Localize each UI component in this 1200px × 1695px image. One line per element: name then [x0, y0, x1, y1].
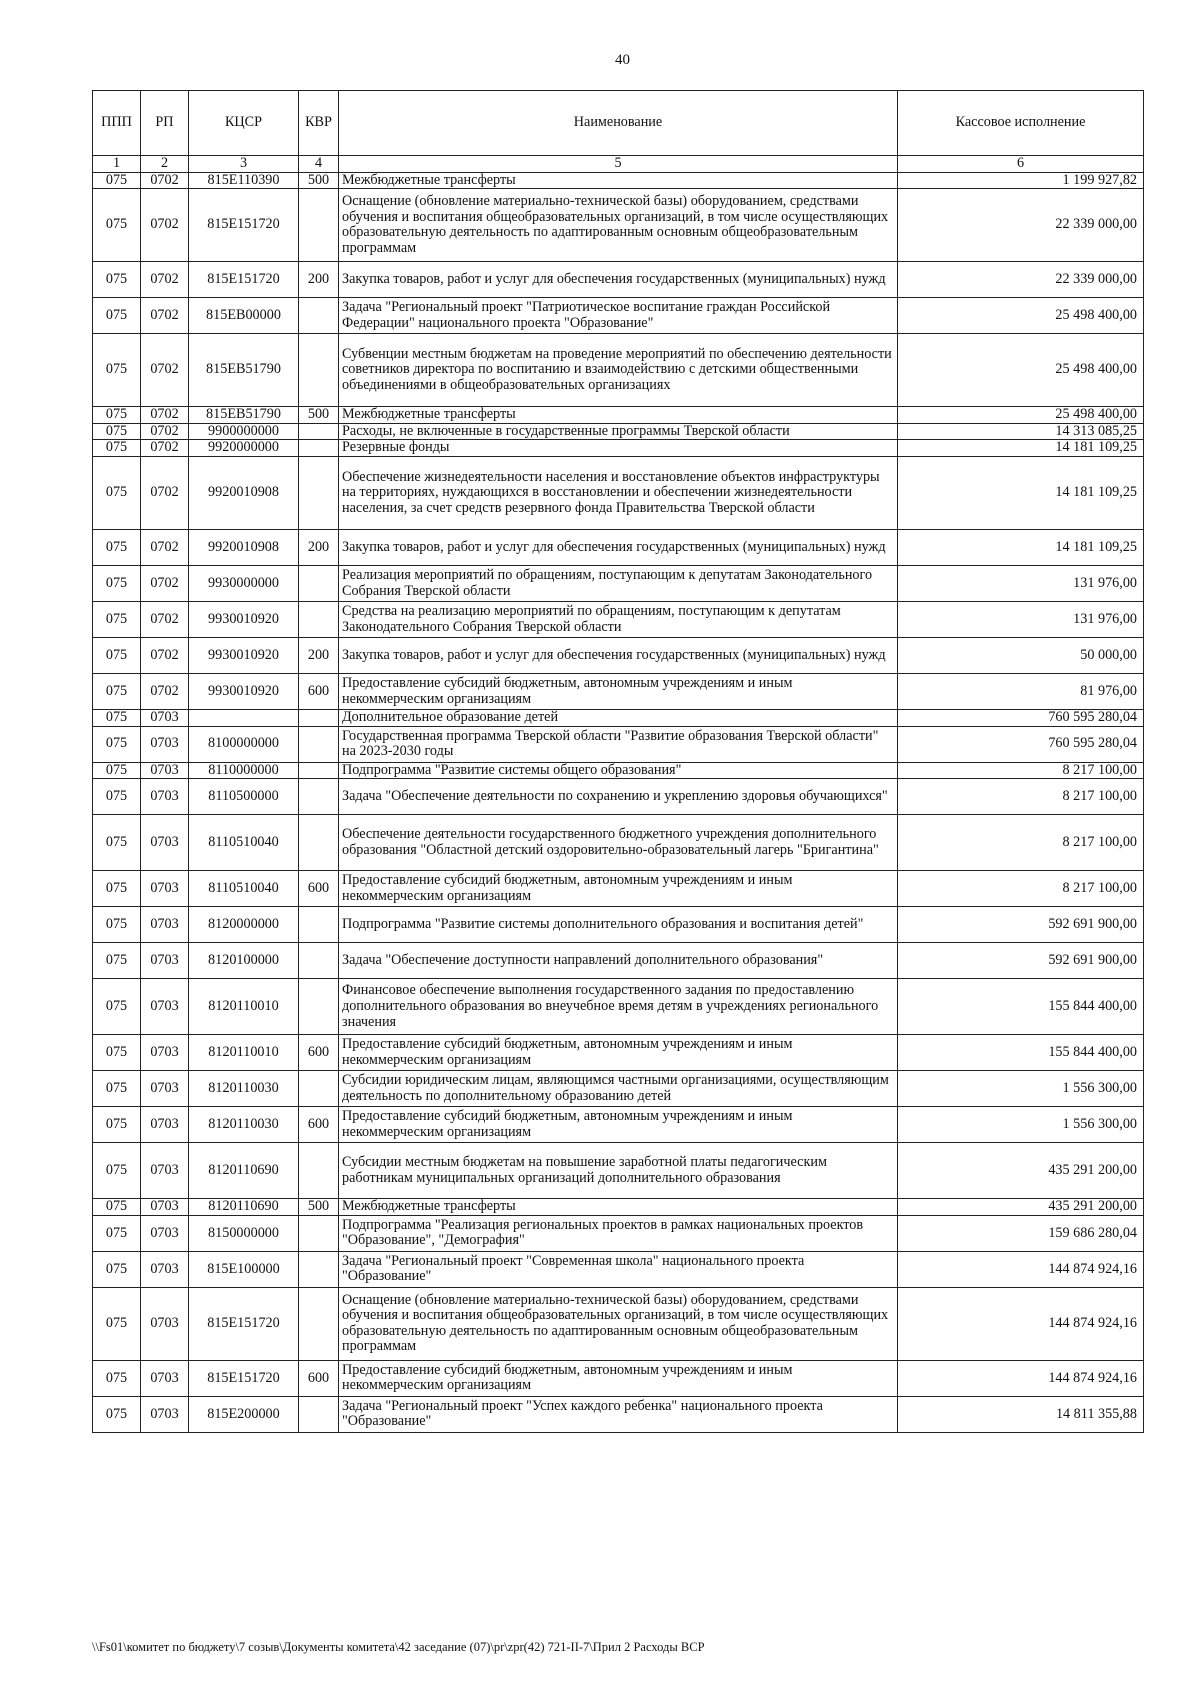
cell-amount: 8 217 100,00 — [898, 762, 1144, 779]
cell-ppp: 075 — [93, 1396, 141, 1432]
table-row — [93, 907, 1144, 943]
cell-rp: 0702 — [141, 440, 189, 457]
cell-ppp: 075 — [93, 674, 141, 710]
table-row — [93, 298, 1144, 334]
cell-kvr: 200 — [299, 530, 339, 566]
cell-ppp: 075 — [93, 815, 141, 871]
cell-ppp: 075 — [93, 440, 141, 457]
cell-kcsr: 9930010920 — [189, 638, 299, 674]
cell-kvr — [299, 815, 339, 871]
cell-amount: 25 498 400,00 — [898, 407, 1144, 424]
cell-kvr — [299, 779, 339, 815]
cell-name: Оснащение (обновление материально-технической базы) оборудованием, средствами обучения и воспитания общеобразовательных организаций, в том числе осуществляющих образовательную деятельность по адаптированным основным общеобразовательным программам — [339, 189, 898, 262]
cell-amount: 8 217 100,00 — [898, 815, 1144, 871]
cell-kcsr: 9930000000 — [189, 566, 299, 602]
cell-name: Закупка товаров, работ и услуг для обеспечения государственных (муниципальных) нужд — [339, 638, 898, 674]
cell-name: Средства на реализацию мероприятий по обращениям, поступающим к депутатам Законодательного Собрания Тверской области — [339, 602, 898, 638]
cell-amount: 1 556 300,00 — [898, 1071, 1144, 1107]
table-row — [93, 979, 1144, 1035]
table-row — [93, 638, 1144, 674]
table-row — [93, 457, 1144, 530]
cell-name: Задача "Обеспечение доступности направлений дополнительного образования" — [339, 943, 898, 979]
cell-ppp: 075 — [93, 334, 141, 407]
table-row — [93, 407, 1144, 424]
cell-name: Финансовое обеспечение выполнения государственного задания по предоставлению дополнительного образования во внеучебное время детям в учреждениях регионального значения — [339, 979, 898, 1035]
cell-name: Подпрограмма "Реализация региональных проектов в рамках национальных проектов "Образование", "Демография" — [339, 1215, 898, 1251]
page-number: 40 — [615, 52, 630, 68]
cell-ppp: 075 — [93, 423, 141, 440]
cell-ppp: 075 — [93, 638, 141, 674]
header-amount: Кассовое исполнение — [898, 91, 1144, 156]
cell-rp: 0703 — [141, 1360, 189, 1396]
cell-amount: 155 844 400,00 — [898, 979, 1144, 1035]
cell-kcsr: 8120110010 — [189, 1035, 299, 1071]
cell-amount: 435 291 200,00 — [898, 1199, 1144, 1216]
cell-kvr — [299, 1215, 339, 1251]
table-row — [93, 1251, 1144, 1287]
cell-kcsr: 815EB51790 — [189, 407, 299, 424]
cell-kvr — [299, 440, 339, 457]
cell-kcsr: 8120110010 — [189, 979, 299, 1035]
cell-name: Предоставление субсидий бюджетным, автономным учреждениям и иным некоммерческим организациям — [339, 1107, 898, 1143]
cell-name: Предоставление субсидий бюджетным, автономным учреждениям и иным некоммерческим организациям — [339, 871, 898, 907]
table-row — [93, 189, 1144, 262]
cell-kcsr: 9920000000 — [189, 440, 299, 457]
cell-kvr — [299, 298, 339, 334]
cell-kvr: 600 — [299, 1360, 339, 1396]
cell-amount: 144 874 924,16 — [898, 1360, 1144, 1396]
cell-kvr — [299, 189, 339, 262]
cell-ppp: 075 — [93, 1287, 141, 1360]
cell-amount: 760 595 280,04 — [898, 710, 1144, 727]
cell-ppp: 075 — [93, 871, 141, 907]
cell-name: Предоставление субсидий бюджетным, автономным учреждениям и иным некоммерческим организациям — [339, 674, 898, 710]
cell-amount: 592 691 900,00 — [898, 943, 1144, 979]
cell-rp: 0702 — [141, 674, 189, 710]
cell-name: Резервные фонды — [339, 440, 898, 457]
table-row — [93, 566, 1144, 602]
cell-amount: 14 181 109,25 — [898, 440, 1144, 457]
cell-kcsr: 8150000000 — [189, 1215, 299, 1251]
cell-amount: 14 811 355,88 — [898, 1396, 1144, 1432]
cell-kvr: 600 — [299, 1107, 339, 1143]
cell-rp: 0702 — [141, 566, 189, 602]
column-number-row — [93, 156, 1144, 173]
cell-kvr — [299, 1396, 339, 1432]
cell-amount: 1 556 300,00 — [898, 1107, 1144, 1143]
cell-amount: 144 874 924,16 — [898, 1287, 1144, 1360]
column-number: 1 — [93, 156, 141, 173]
cell-amount: 8 217 100,00 — [898, 779, 1144, 815]
cell-kcsr: 815E151720 — [189, 189, 299, 262]
cell-kcsr: 9920010908 — [189, 457, 299, 530]
cell-rp: 0702 — [141, 530, 189, 566]
cell-rp: 0703 — [141, 1396, 189, 1432]
cell-kvr — [299, 1251, 339, 1287]
cell-name: Государственная программа Тверской области "Развитие образования Тверской области" на 2023-2030 годы — [339, 726, 898, 762]
cell-ppp: 075 — [93, 262, 141, 298]
cell-ppp: 075 — [93, 779, 141, 815]
cell-amount: 592 691 900,00 — [898, 907, 1144, 943]
cell-name: Дополнительное образование детей — [339, 710, 898, 727]
cell-kvr — [299, 1143, 339, 1199]
table-row — [93, 1071, 1144, 1107]
table-row — [93, 1360, 1144, 1396]
cell-ppp: 075 — [93, 907, 141, 943]
cell-amount: 25 498 400,00 — [898, 298, 1144, 334]
cell-name: Задача "Региональный проект "Успех каждого ребенка" национального проекта "Образование" — [339, 1396, 898, 1432]
table-row — [93, 710, 1144, 727]
cell-name: Предоставление субсидий бюджетным, автономным учреждениям и иным некоммерческим организациям — [339, 1035, 898, 1071]
cell-ppp: 075 — [93, 1143, 141, 1199]
cell-ppp: 075 — [93, 1360, 141, 1396]
cell-amount: 50 000,00 — [898, 638, 1144, 674]
cell-ppp: 075 — [93, 189, 141, 262]
table-row — [93, 172, 1144, 189]
table-body — [93, 172, 1144, 1432]
cell-ppp: 075 — [93, 710, 141, 727]
cell-name: Задача "Обеспечение деятельности по сохранению и укреплению здоровья обучающихся" — [339, 779, 898, 815]
cell-amount: 25 498 400,00 — [898, 334, 1144, 407]
table-row — [93, 440, 1144, 457]
cell-rp: 0702 — [141, 457, 189, 530]
cell-ppp: 075 — [93, 1107, 141, 1143]
column-number: 5 — [339, 156, 898, 173]
cell-amount: 14 181 109,25 — [898, 530, 1144, 566]
cell-amount: 81 976,00 — [898, 674, 1144, 710]
cell-kvr — [299, 726, 339, 762]
cell-name: Субвенции местным бюджетам на проведение мероприятий по обеспечению деятельности советников директора по воспитанию и взаимодействию с детскими общественными объединениями в общеобразовательных организациях — [339, 334, 898, 407]
cell-name: Оснащение (обновление материально-технической базы) оборудованием, средствами обучения и воспитания общеобразовательных организаций, в том числе осуществляющих образовательную деятельность по адаптированным основным общеобразовательным программам — [339, 1287, 898, 1360]
cell-name: Подпрограмма "Развитие системы общего образования" — [339, 762, 898, 779]
cell-kvr — [299, 979, 339, 1035]
cell-name: Задача "Региональный проект "Патриотическое воспитание граждан Российской Федерации" национального проекта "Образование" — [339, 298, 898, 334]
cell-kvr — [299, 710, 339, 727]
cell-kvr: 500 — [299, 172, 339, 189]
cell-kvr: 200 — [299, 638, 339, 674]
table-row — [93, 1287, 1144, 1360]
cell-ppp: 075 — [93, 979, 141, 1035]
cell-rp: 0703 — [141, 1035, 189, 1071]
cell-kcsr: 9900000000 — [189, 423, 299, 440]
cell-ppp: 075 — [93, 1035, 141, 1071]
cell-kcsr: 815E110390 — [189, 172, 299, 189]
cell-kcsr: 8120110690 — [189, 1143, 299, 1199]
cell-rp: 0703 — [141, 1251, 189, 1287]
cell-amount: 760 595 280,04 — [898, 726, 1144, 762]
cell-ppp: 075 — [93, 298, 141, 334]
cell-kcsr: 8100000000 — [189, 726, 299, 762]
table-row — [93, 762, 1144, 779]
cell-kcsr: 815EB00000 — [189, 298, 299, 334]
footer-file-path: \\Fs01\комитет по бюджету\7 созыв\Документы комитета\42 заседание (07)\pr\zpr(42) 721-II-7\Прил 2 Расходы ВСР — [92, 1640, 705, 1654]
cell-ppp: 075 — [93, 566, 141, 602]
table-row — [93, 674, 1144, 710]
cell-kvr: 600 — [299, 674, 339, 710]
cell-name: Расходы, не включенные в государственные программы Тверской области — [339, 423, 898, 440]
cell-ppp: 075 — [93, 1215, 141, 1251]
table-row — [93, 1199, 1144, 1216]
cell-kvr — [299, 762, 339, 779]
cell-rp: 0703 — [141, 726, 189, 762]
budget-table — [92, 90, 1144, 1433]
table-row — [93, 726, 1144, 762]
table-row — [93, 530, 1144, 566]
cell-rp: 0703 — [141, 1143, 189, 1199]
cell-kcsr: 815E151720 — [189, 262, 299, 298]
cell-rp: 0703 — [141, 943, 189, 979]
table-row — [93, 334, 1144, 407]
cell-name: Субсидии местным бюджетам на повышение заработной платы педагогическим работникам муниципальных организаций дополнительного образования — [339, 1143, 898, 1199]
cell-name: Обеспечение жизнедеятельности населения и восстановление объектов инфраструктуры на территориях, нуждающихся в восстановлении и обеспечении жизнедеятельности населения, за счет средств резервного фонда Правительства Тверской области — [339, 457, 898, 530]
cell-ppp: 075 — [93, 602, 141, 638]
header-kvr: КВР — [299, 91, 339, 156]
column-number: 4 — [299, 156, 339, 173]
cell-kvr — [299, 907, 339, 943]
header-rp: РП — [141, 91, 189, 156]
cell-rp: 0703 — [141, 710, 189, 727]
cell-rp: 0703 — [141, 979, 189, 1035]
cell-ppp: 075 — [93, 407, 141, 424]
cell-name: Субсидии юридическим лицам, являющимся частными организациями, осуществляющим деятельность по дополнительному образованию детей — [339, 1071, 898, 1107]
cell-amount: 22 339 000,00 — [898, 262, 1144, 298]
cell-kcsr — [189, 710, 299, 727]
cell-kvr — [299, 423, 339, 440]
cell-name: Обеспечение деятельности государственного бюджетного учреждения дополнительного образования "Областной детский оздоровительно-образовательный лагерь "Бригантина" — [339, 815, 898, 871]
cell-ppp: 075 — [93, 457, 141, 530]
table-row — [93, 602, 1144, 638]
cell-kvr: 600 — [299, 1035, 339, 1071]
cell-rp: 0702 — [141, 262, 189, 298]
cell-ppp: 075 — [93, 1251, 141, 1287]
cell-name: Закупка товаров, работ и услуг для обеспечения государственных (муниципальных) нужд — [339, 530, 898, 566]
cell-kcsr: 8110510040 — [189, 871, 299, 907]
cell-rp: 0703 — [141, 762, 189, 779]
cell-kvr: 500 — [299, 1199, 339, 1216]
cell-rp: 0703 — [141, 1215, 189, 1251]
cell-kcsr: 8110500000 — [189, 779, 299, 815]
cell-kcsr: 8120000000 — [189, 907, 299, 943]
cell-kcsr: 815E151720 — [189, 1287, 299, 1360]
budget-table-container — [92, 90, 1143, 1433]
column-number: 3 — [189, 156, 299, 173]
cell-rp: 0702 — [141, 334, 189, 407]
cell-kcsr: 815E200000 — [189, 1396, 299, 1432]
header-name: Наименование — [339, 91, 898, 156]
cell-amount: 131 976,00 — [898, 566, 1144, 602]
table-row — [93, 1035, 1144, 1071]
cell-kvr: 200 — [299, 262, 339, 298]
cell-rp: 0703 — [141, 1287, 189, 1360]
cell-amount: 14 181 109,25 — [898, 457, 1144, 530]
cell-rp: 0703 — [141, 871, 189, 907]
table-row — [93, 871, 1144, 907]
cell-kcsr: 9930010920 — [189, 602, 299, 638]
column-number: 6 — [898, 156, 1144, 173]
table-row — [93, 943, 1144, 979]
cell-kcsr: 8120110690 — [189, 1199, 299, 1216]
table-row — [93, 262, 1144, 298]
cell-rp: 0703 — [141, 1107, 189, 1143]
cell-name: Закупка товаров, работ и услуг для обеспечения государственных (муниципальных) нужд — [339, 262, 898, 298]
header-kcsr: КЦСР — [189, 91, 299, 156]
cell-rp: 0702 — [141, 638, 189, 674]
cell-rp: 0702 — [141, 407, 189, 424]
cell-kvr — [299, 1071, 339, 1107]
column-number: 2 — [141, 156, 189, 173]
table-row — [93, 1215, 1144, 1251]
cell-ppp: 075 — [93, 726, 141, 762]
cell-amount: 131 976,00 — [898, 602, 1144, 638]
cell-name: Межбюджетные трансферты — [339, 407, 898, 424]
cell-rp: 0702 — [141, 189, 189, 262]
cell-name: Предоставление субсидий бюджетным, автономным учреждениям и иным некоммерческим организациям — [339, 1360, 898, 1396]
cell-name: Реализация мероприятий по обращениям, поступающим к депутатам Законодательного Собрания Тверской области — [339, 566, 898, 602]
table-row — [93, 815, 1144, 871]
cell-name: Задача "Региональный проект "Современная школа" национального проекта "Образование" — [339, 1251, 898, 1287]
cell-kcsr: 8120110030 — [189, 1071, 299, 1107]
cell-kvr — [299, 334, 339, 407]
cell-kcsr: 8110000000 — [189, 762, 299, 779]
header-ppp: ППП — [93, 91, 141, 156]
cell-rp: 0702 — [141, 602, 189, 638]
cell-ppp: 075 — [93, 1071, 141, 1107]
cell-amount: 155 844 400,00 — [898, 1035, 1144, 1071]
cell-ppp: 075 — [93, 530, 141, 566]
cell-rp: 0702 — [141, 298, 189, 334]
cell-kcsr: 8120100000 — [189, 943, 299, 979]
cell-kcsr: 8110510040 — [189, 815, 299, 871]
cell-kvr — [299, 457, 339, 530]
cell-kcsr: 9930010920 — [189, 674, 299, 710]
table-row — [93, 1396, 1144, 1432]
cell-amount: 22 339 000,00 — [898, 189, 1144, 262]
cell-amount: 435 291 200,00 — [898, 1143, 1144, 1199]
cell-rp: 0703 — [141, 1071, 189, 1107]
cell-kvr: 500 — [299, 407, 339, 424]
cell-amount: 14 313 085,25 — [898, 423, 1144, 440]
cell-rp: 0702 — [141, 423, 189, 440]
cell-name: Межбюджетные трансферты — [339, 1199, 898, 1216]
cell-name: Подпрограмма "Развитие системы дополнительного образования и воспитания детей" — [339, 907, 898, 943]
table-row — [93, 423, 1144, 440]
cell-rp: 0703 — [141, 1199, 189, 1216]
cell-rp: 0703 — [141, 815, 189, 871]
cell-amount: 1 199 927,82 — [898, 172, 1144, 189]
cell-ppp: 075 — [93, 1199, 141, 1216]
table-row — [93, 779, 1144, 815]
cell-kvr — [299, 1287, 339, 1360]
cell-ppp: 075 — [93, 943, 141, 979]
cell-kcsr: 9920010908 — [189, 530, 299, 566]
cell-rp: 0703 — [141, 907, 189, 943]
cell-amount: 159 686 280,04 — [898, 1215, 1144, 1251]
cell-kvr — [299, 602, 339, 638]
cell-kvr — [299, 943, 339, 979]
cell-amount: 8 217 100,00 — [898, 871, 1144, 907]
table-row — [93, 1107, 1144, 1143]
cell-kvr: 600 — [299, 871, 339, 907]
cell-ppp: 075 — [93, 762, 141, 779]
cell-kcsr: 815EB51790 — [189, 334, 299, 407]
cell-ppp: 075 — [93, 172, 141, 189]
cell-rp: 0702 — [141, 172, 189, 189]
cell-rp: 0703 — [141, 779, 189, 815]
table-row — [93, 1143, 1144, 1199]
cell-kvr — [299, 566, 339, 602]
cell-amount: 144 874 924,16 — [898, 1251, 1144, 1287]
cell-name: Межбюджетные трансферты — [339, 172, 898, 189]
header-row — [93, 91, 1144, 156]
cell-kcsr: 815E151720 — [189, 1360, 299, 1396]
cell-kcsr: 815E100000 — [189, 1251, 299, 1287]
cell-kcsr: 8120110030 — [189, 1107, 299, 1143]
